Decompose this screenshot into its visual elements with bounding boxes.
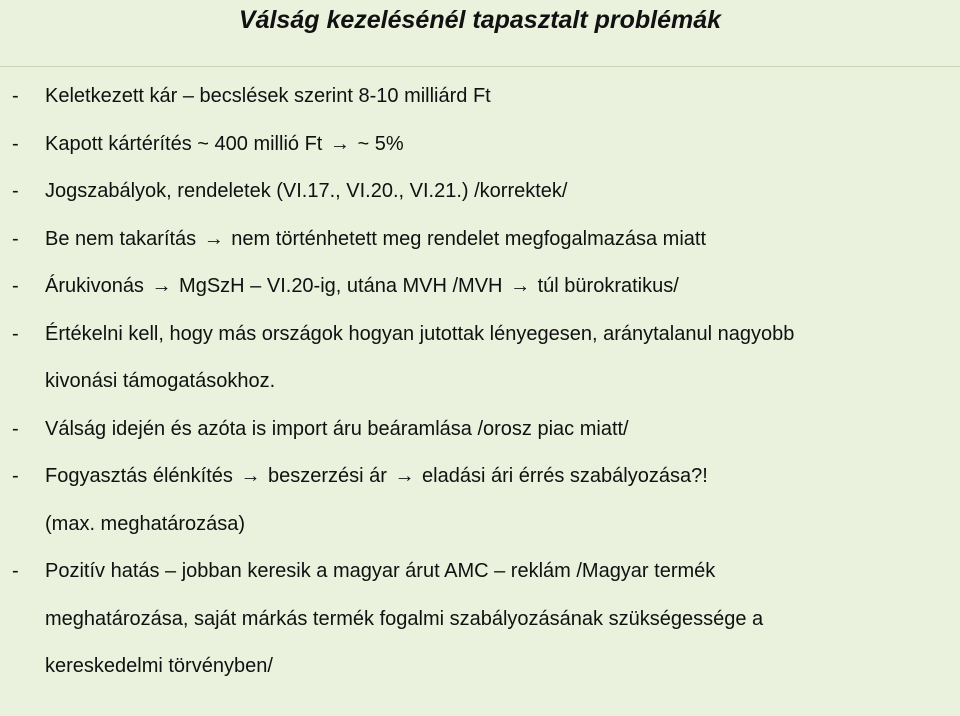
bullet-line xyxy=(0,121,960,169)
bullet-line xyxy=(0,216,960,264)
bullet-dash: - xyxy=(12,180,19,202)
bullet-line xyxy=(0,168,960,216)
bullet-text xyxy=(45,596,763,644)
arrow-right-icon: → xyxy=(203,227,224,250)
bullet-text-part: Árukivonás xyxy=(45,275,150,297)
bullet-text-part: kereskedelmi törvényben/ xyxy=(45,655,273,677)
bullet-text-part: beszerzési ár xyxy=(262,465,393,487)
bullet-text xyxy=(45,73,491,121)
bullet-text-part: Fogyasztás élénkítés xyxy=(45,465,239,487)
bullet-text-part: Jogszabályok, rendeletek (VI.17., VI.20., VI.21.) /korrektek/ xyxy=(45,180,568,202)
bullet-line xyxy=(0,311,960,359)
bullet-line xyxy=(0,501,960,549)
bullet-text xyxy=(45,168,567,216)
bullet-line xyxy=(0,73,960,121)
title-divider xyxy=(0,66,960,67)
bullet-line xyxy=(0,453,960,501)
bullet-text-part: kivonási támogatásokhoz. xyxy=(45,370,276,392)
bullet-text-part: Kapott kártérítés ~ 400 millió Ft xyxy=(45,132,328,155)
bullet-dash: - xyxy=(12,560,19,582)
bullet-dash: - xyxy=(12,85,19,107)
bullet-dash: - xyxy=(12,465,19,487)
bullet-text-part: (max. meghatározása) xyxy=(45,512,246,535)
bullet-list xyxy=(0,73,960,691)
bullet-text-part: MgSzH – VI.20-ig, utána MVH /MVH xyxy=(173,275,509,297)
bullet-text xyxy=(45,643,273,691)
bullet-line xyxy=(0,358,960,406)
arrow-right-icon: → xyxy=(329,132,350,155)
arrow-right-icon: → xyxy=(240,465,261,487)
arrow-right-icon: → xyxy=(510,275,531,297)
bullet-text xyxy=(45,263,679,311)
bullet-text-part: Értékelni kell, hogy más országok hogyan jutottak lényegesen, aránytalanul nagyobb xyxy=(45,322,795,345)
bullet-text-part: Pozitív hatás – jobban keresik a magyar árut AMC – reklám /Magyar termék xyxy=(45,560,716,582)
bullet-text xyxy=(45,406,629,454)
bullet-text-part: meghatározása, saját márkás termék fogalmi szabályozásának szükségessége a xyxy=(45,607,764,630)
bullet-text-part: Keletkezett kár – becslések szerint 8-10 milliárd Ft xyxy=(45,85,491,107)
bullet-dash: - xyxy=(12,417,19,440)
bullet-line xyxy=(0,548,960,596)
bullet-text xyxy=(45,548,715,596)
bullet-dash: - xyxy=(12,322,19,345)
bullet-dash: - xyxy=(12,227,19,250)
bullet-dash: - xyxy=(12,275,19,297)
bullet-text-part: eladási ári érrés szabályozása?! xyxy=(416,465,708,487)
bullet-text-part: ~ 5% xyxy=(351,132,404,155)
arrow-right-icon: → xyxy=(151,275,172,297)
bullet-line xyxy=(0,406,960,454)
bullet-text xyxy=(45,453,708,501)
bullet-text xyxy=(45,358,275,406)
bullet-text xyxy=(45,121,404,169)
slide-title: Válság kezelésénél tapasztalt problémák xyxy=(238,6,722,34)
bullet-dash: - xyxy=(12,132,19,155)
bullet-text xyxy=(45,311,794,359)
bullet-line xyxy=(0,263,960,311)
arrow-right-icon: → xyxy=(394,465,415,487)
bullet-line xyxy=(0,643,960,691)
bullet-text xyxy=(45,501,245,549)
bullet-text xyxy=(45,216,706,264)
bullet-line xyxy=(0,596,960,644)
bullet-text-part: Válság idején és azóta is import áru beáramlása /orosz piac miatt/ xyxy=(45,417,629,440)
bullet-text-part: nem történhetett meg rendelet megfogalmazása miatt xyxy=(225,227,707,250)
bullet-text-part: túl bürokratikus/ xyxy=(532,275,679,297)
bullet-text-part: Be nem takarítás xyxy=(45,227,202,250)
